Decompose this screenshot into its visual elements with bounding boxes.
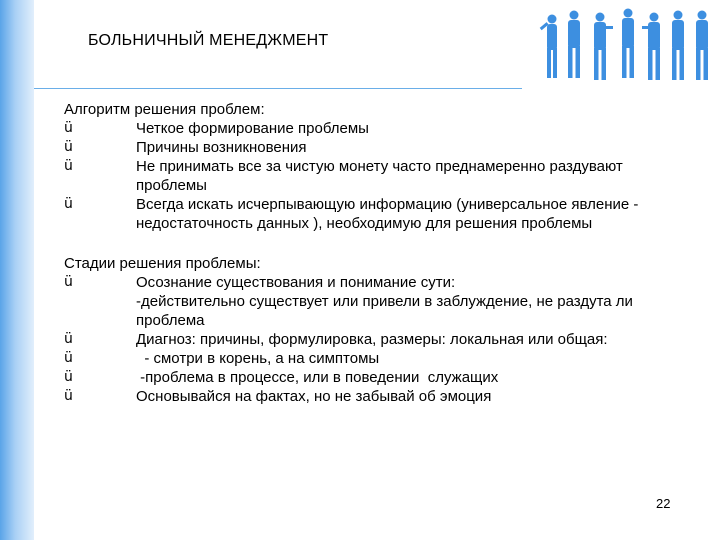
checkmark-icon: ü bbox=[64, 388, 73, 404]
list-item bbox=[64, 387, 684, 406]
list-item bbox=[64, 195, 684, 233]
slide-title: БОЛЬНИЧНЫЙ МЕНЕДЖМЕНТ bbox=[88, 32, 329, 49]
page-number: 22 bbox=[656, 496, 671, 511]
section-heading-algorithm: Алгоритм решения проблем: bbox=[64, 101, 265, 118]
checkmark-icon: ü bbox=[64, 120, 73, 136]
business-people-graphic bbox=[536, 8, 716, 86]
list-item-text: Основывайся на фактах, но не забывай об эмоция bbox=[136, 388, 492, 405]
checkmark-icon: ü bbox=[64, 331, 73, 347]
list-item bbox=[64, 368, 684, 387]
list-item-text: - смотри в корень, а на симптомы bbox=[136, 350, 380, 367]
list-item-text: Диагноз: причины, формулировка, размеры: локальная или общая: bbox=[136, 331, 608, 348]
list-item-text: Причины возникновения bbox=[136, 139, 307, 156]
list-item-continuation: -действительно существует или привели в заблуждение, не раздута ли проблема bbox=[136, 293, 633, 329]
list-item bbox=[64, 273, 684, 330]
checkmark-icon: ü bbox=[64, 196, 73, 212]
list-item bbox=[64, 119, 684, 138]
list-item bbox=[64, 138, 684, 157]
section-heading-stages: Стадии решения проблемы: bbox=[64, 255, 261, 272]
list-item bbox=[64, 157, 684, 195]
title-area bbox=[34, 0, 522, 89]
left-accent-bar bbox=[0, 0, 34, 540]
checkmark-icon: ü bbox=[64, 274, 73, 290]
list-item-text: Осознание существования и понимание сути: bbox=[136, 274, 456, 291]
list-item-text: Четкое формирование проблемы bbox=[136, 120, 369, 137]
checkmark-icon: ü bbox=[64, 139, 73, 155]
list-item-text: Всегда искать исчерпывающую информацию (универсальное явление - недостаточность данных ), необходимую для решения проблемы bbox=[136, 196, 639, 232]
slide-content bbox=[64, 100, 684, 406]
checkmark-icon: ü bbox=[64, 158, 73, 174]
list-item bbox=[64, 330, 684, 349]
list-item bbox=[64, 349, 684, 368]
checkmark-icon: ü bbox=[64, 350, 73, 366]
checkmark-icon: ü bbox=[64, 369, 73, 385]
list-item-text: -проблема в процессе, или в поведении служащих bbox=[136, 369, 499, 386]
list-item-text: Не принимать все за чистую монету часто преднамеренно раздувают проблемы bbox=[136, 158, 623, 194]
